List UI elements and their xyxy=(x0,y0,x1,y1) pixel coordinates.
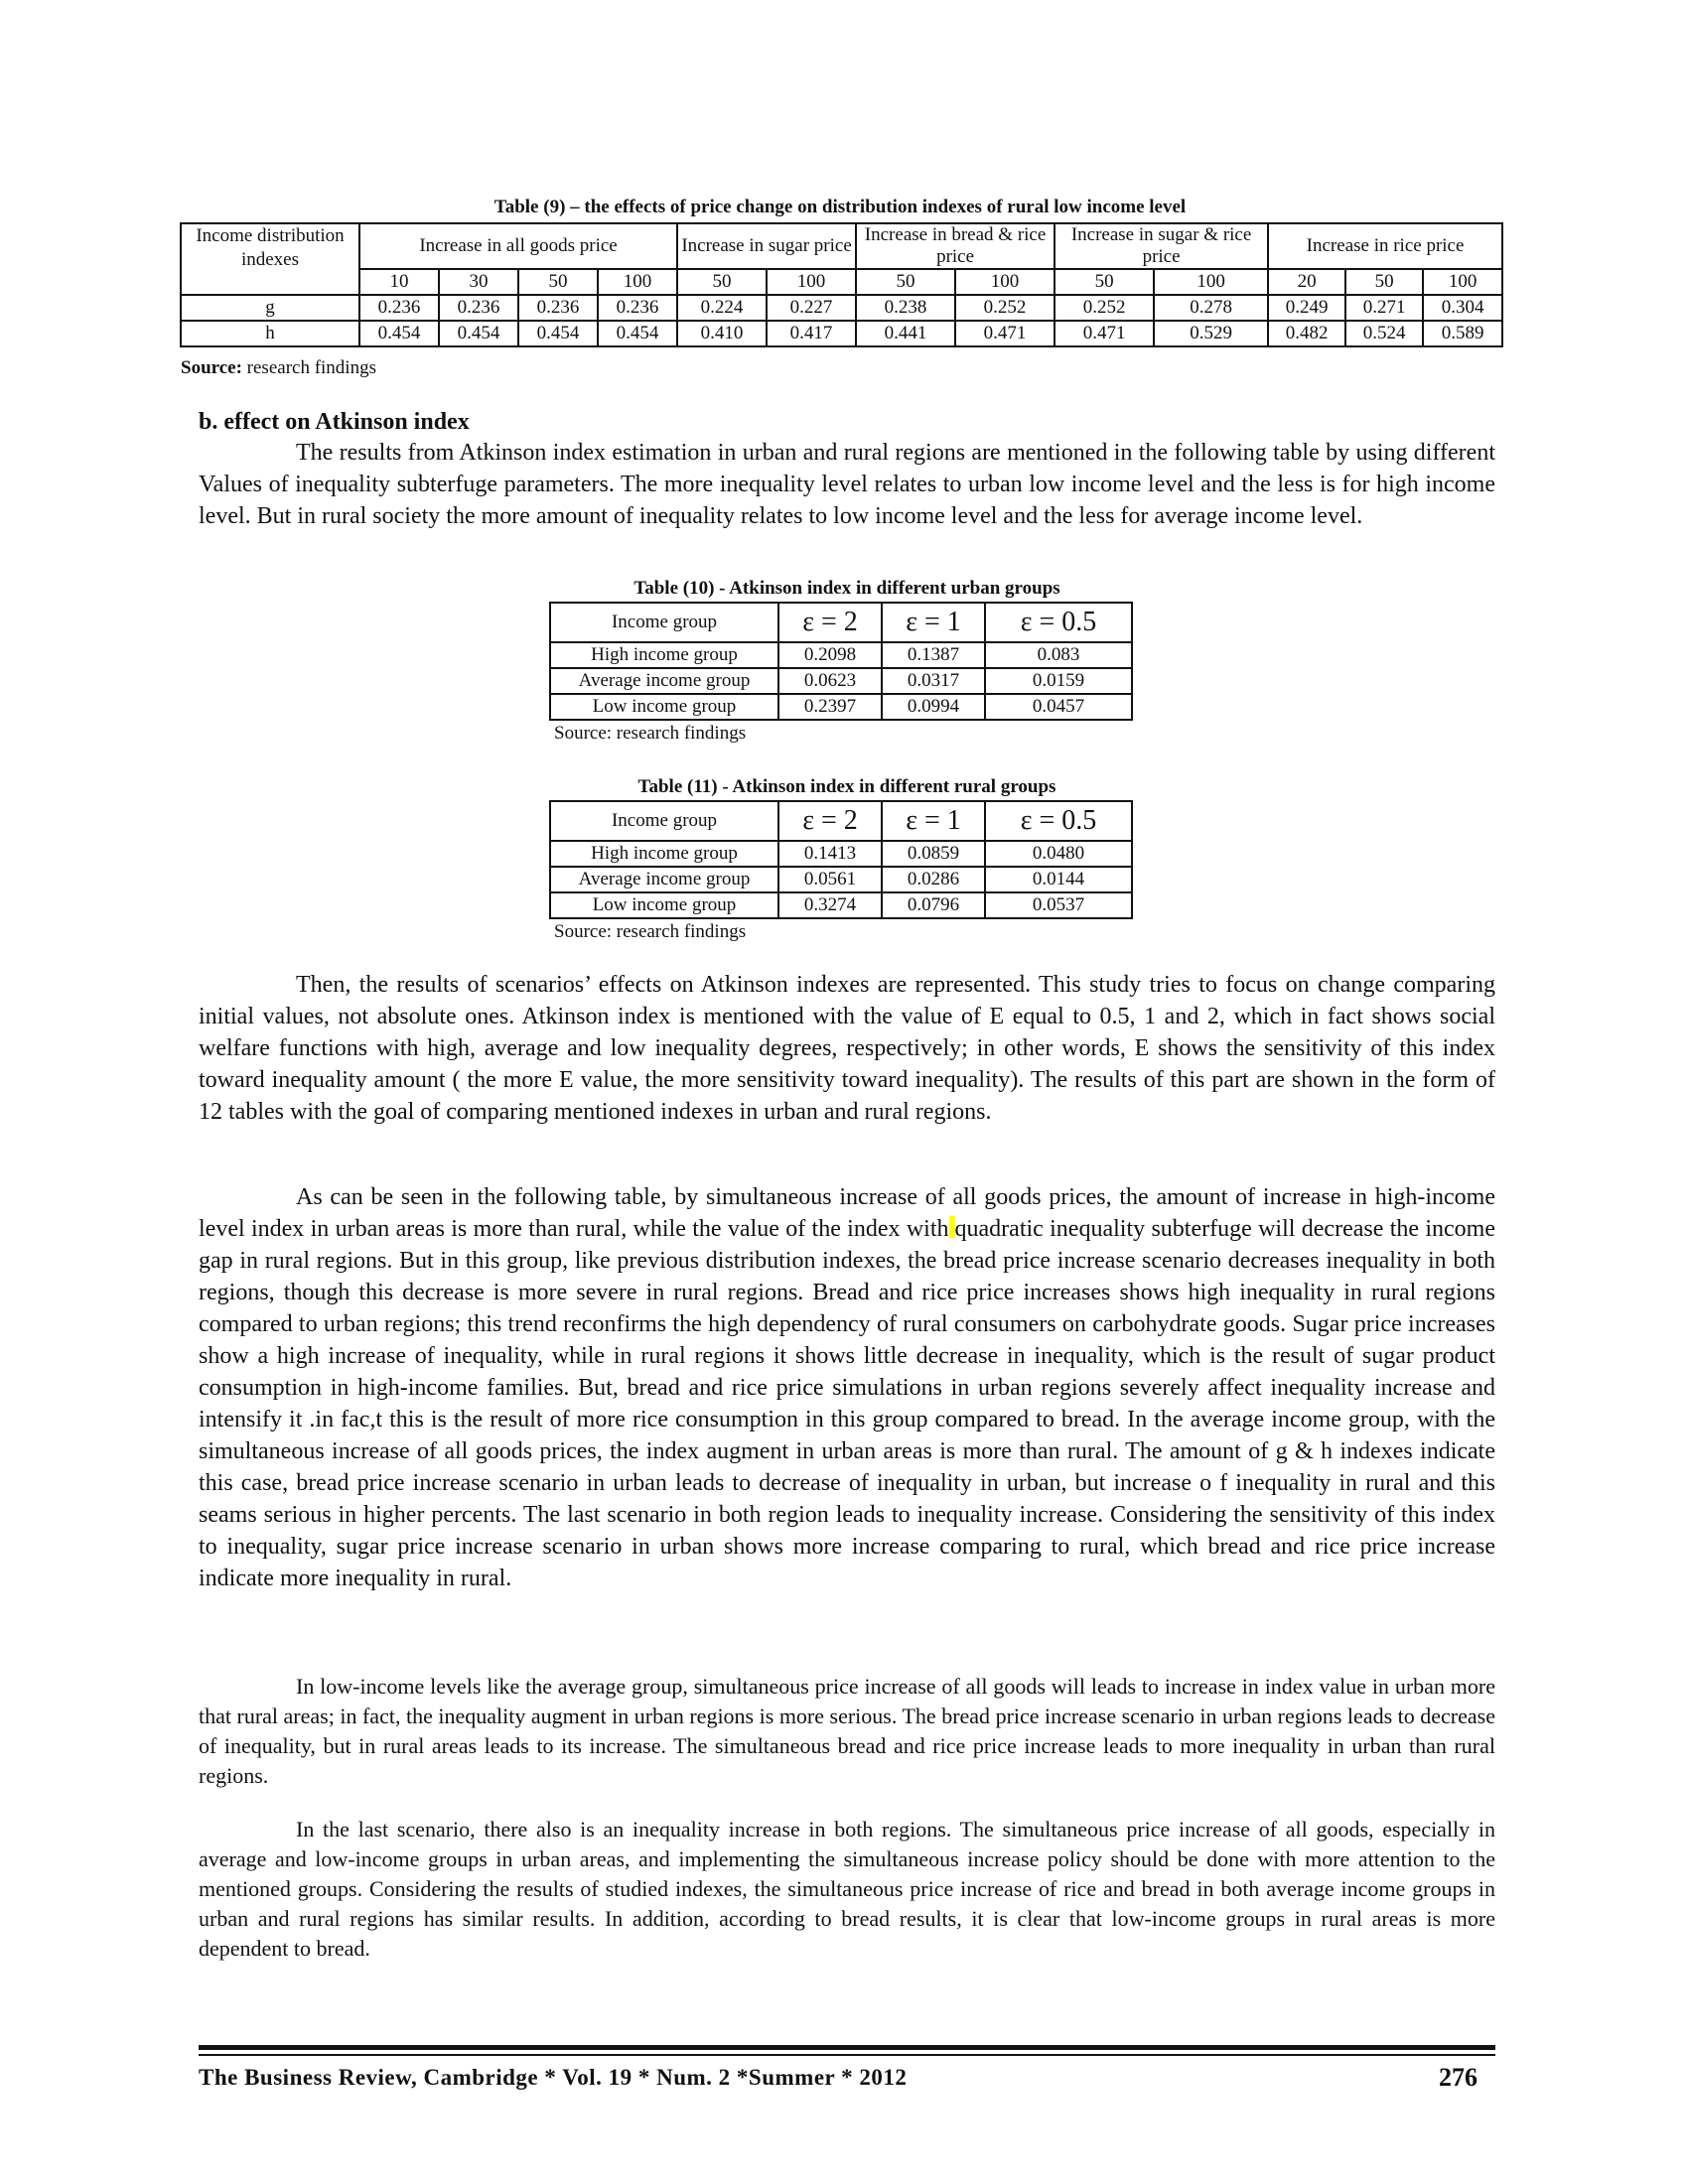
table9-cell: 0.524 xyxy=(1345,321,1423,346)
table9-subheader: 50 xyxy=(856,269,955,295)
table9-subheader-row xyxy=(181,269,1502,295)
table9-group-header: Increase in bread & rice price xyxy=(856,223,1055,269)
table9-row-label: h xyxy=(181,321,359,346)
table9-row-g xyxy=(181,295,1502,321)
table9-cell: 0.236 xyxy=(359,295,439,321)
table9-income-header: Income distribution indexes xyxy=(181,223,359,295)
table10-cell: 0.0457 xyxy=(985,694,1132,720)
table9-cell: 0.410 xyxy=(677,321,767,346)
table11-cell: 0.0561 xyxy=(778,867,882,892)
table9-caption: Table (9) – the effects of price change on distribution indexes of rural low income level xyxy=(493,197,1187,217)
table9-row-label: g xyxy=(181,295,359,321)
paragraph-2-text: Then, the results of scenarios’ effects on Atkinson indexes are represented. This study tries to focus on change comparing initial values, not absolute ones. Atkinson index is mentioned with the value of E equal to 0.5, 1 and 2, which in fact shows social welfare functions with high, average and low inequality degrees, respectively; in other words, E shows the sensitivity of this index toward inequality amount ( the more E value, the more sensitivity toward inequality). The results of this part are shown in the form of 12 tables with the goal of comparing mentioned indexes in urban and rural regions. xyxy=(199,972,1495,1125)
table11-header-row xyxy=(550,801,1132,841)
paragraph-4-text: In low-income levels like the average group, simultaneous price increase of all goods will leads to increase in index value in urban more that rural areas; in fact, the inequality augment in urban regions is more serious. The bread price increase scenario in urban regions leads to decrease of inequality, but in rural areas leads to its increase. The simultaneous bread and rice price increase leads to more inequality in urban than rural regions. xyxy=(199,1674,1495,1788)
table9-source-text: research findings xyxy=(241,357,376,378)
table9-cell: 0.249 xyxy=(1268,295,1345,321)
table10-source: Source: research findings xyxy=(554,723,747,744)
table11-cell: 0.0537 xyxy=(985,892,1132,918)
table9-cell: 0.454 xyxy=(598,321,677,346)
table9-row-h xyxy=(181,321,1502,346)
table9-subheader: 30 xyxy=(439,269,518,295)
table9-cell: 0.252 xyxy=(955,295,1055,321)
table9-subheader: 20 xyxy=(1268,269,1345,295)
table9-cell: 0.441 xyxy=(856,321,955,346)
table10-row xyxy=(550,694,1132,720)
table9-cell: 0.589 xyxy=(1423,321,1502,346)
table11-cell: 0.0859 xyxy=(882,841,985,867)
table10-cell: 0.0159 xyxy=(985,668,1132,694)
table11-cell: 0.0480 xyxy=(985,841,1132,867)
table10-row xyxy=(550,668,1132,694)
table9-subheader: 50 xyxy=(518,269,598,295)
paragraph-3-text: As can be seen in the following table, by simultaneous increase of all goods prices, the amount of increase in high-income level index in urban areas is more than rural, while the value of the index with xyxy=(199,1184,1495,1242)
table9-cell: 0.236 xyxy=(518,295,598,321)
table10-caption: Table (10) - Atkinson index in different urban groups xyxy=(633,578,1060,599)
table9-cell: 0.454 xyxy=(359,321,439,346)
table10-cell: High income group xyxy=(550,642,778,668)
table10-row xyxy=(550,642,1132,668)
table10-cell: 0.0317 xyxy=(882,668,985,694)
table9-cell: 0.224 xyxy=(677,295,767,321)
table9-subheader: 100 xyxy=(598,269,677,295)
table9-cell: 0.238 xyxy=(856,295,955,321)
table9-cell: 0.271 xyxy=(1345,295,1423,321)
table10-epsilon-header: ε = 0.5 xyxy=(985,603,1132,642)
table11-cell: 0.3274 xyxy=(778,892,882,918)
paragraph-4 xyxy=(199,1672,1495,1791)
page-number: 276 xyxy=(1439,2063,1477,2092)
table10-cell: Low income group xyxy=(550,694,778,720)
table9-cell: 0.454 xyxy=(439,321,518,346)
paragraph-5-text: In the last scenario, there also is an inequality increase in both regions. The simultaneous price increase of all goods, especially in average and low-income groups in urban areas, and implementing the simultaneous increase policy should be done with more attention to the mentioned groups. Considering the results of studied indexes, the simultaneous price increase of rice and bread in both average income groups in urban and rural regions has similar results. In addition, according to bread results, it is clear that low-income groups in rural areas is more dependent to bread. xyxy=(199,1817,1495,1961)
table9-subheader: 50 xyxy=(1055,269,1154,295)
table10 xyxy=(549,602,1133,721)
table9-cell: 0.417 xyxy=(767,321,856,346)
table10-header-row xyxy=(550,603,1132,642)
table11-caption: Table (11) - Atkinson index in different rural groups xyxy=(637,776,1056,797)
table10-cell: 0.2397 xyxy=(778,694,882,720)
table9-group-header: Increase in sugar price xyxy=(677,223,856,269)
table11 xyxy=(549,800,1133,919)
table9-subheader: 10 xyxy=(359,269,439,295)
table10-epsilon-header: ε = 2 xyxy=(778,603,882,642)
paragraph-1 xyxy=(199,437,1495,532)
table9-subheader: 100 xyxy=(767,269,856,295)
table9-cell: 0.304 xyxy=(1423,295,1502,321)
table9 xyxy=(180,222,1503,347)
table10-cell: 0.1387 xyxy=(882,642,985,668)
table10-cell: 0.0994 xyxy=(882,694,985,720)
table9-group-header: Increase in all goods price xyxy=(359,223,677,269)
table9-cell: 0.236 xyxy=(598,295,677,321)
table11-cell: 0.1413 xyxy=(778,841,882,867)
table11-header: Income group xyxy=(550,801,778,841)
table10-header: Income group xyxy=(550,603,778,642)
table9-subheader: 100 xyxy=(1423,269,1502,295)
paragraph-2 xyxy=(199,969,1495,1128)
table10-cell: 0.0623 xyxy=(778,668,882,694)
table10-epsilon-header: ε = 1 xyxy=(882,603,985,642)
table11-epsilon-header: ε = 1 xyxy=(882,801,985,841)
table9-subheader: 100 xyxy=(1154,269,1268,295)
table11-row xyxy=(550,867,1132,892)
table11-row xyxy=(550,892,1132,918)
table9-source xyxy=(181,357,376,379)
table11-source: Source: research findings xyxy=(554,921,747,942)
table11-epsilon-header: ε = 2 xyxy=(778,801,882,841)
table9-cell: 0.278 xyxy=(1154,295,1268,321)
table11-epsilon-header: ε = 0.5 xyxy=(985,801,1132,841)
table9-cell: 0.236 xyxy=(439,295,518,321)
table9-subheader: 50 xyxy=(677,269,767,295)
table9-cell: 0.454 xyxy=(518,321,598,346)
table11-cell: 0.0796 xyxy=(882,892,985,918)
table11-cell: Average income group xyxy=(550,867,778,892)
paragraph-3-text-cont: quadratic inequality subterfuge will decrease the income gap in rural regions. But in this group, like previous distribution indexes, the bread price increase scenario decreases inequality in both regions, though this decrease is more severe in rural regions. Bread and rice price increases shows high inequality in rural regions compared to urban regions; this trend reconfirms the high dependency of rural consumers on carbohydrate goods. Sugar price increases show a high increase of inequality, while in rural regions it shows little decrease in inequality, which is the result of sugar product consumption in high-income families. But, bread and rice price simulations in urban regions severely affect inequality increase and intensify it .in fac,t this is the result of more rice consumption in this group compared to bread. In the average income group, with the simultaneous increase of all goods prices, the index augment in urban areas is more than rural. The amount of g & h indexes indicate this case, bread price increase scenario in urban leads to decrease of inequality in urban, but increase o f inequality in rural and this seams serious in higher percents. The last scenario in both region leads to inequality increase. Considering the sensitivity of this index to inequality, sugar price increase scenario in urban shows more increase comparing to rural, which bread and rice price increase indicate more inequality in rural. xyxy=(199,1216,1496,1591)
table11-cell: High income group xyxy=(550,841,778,867)
table11-cell: 0.0144 xyxy=(985,867,1132,892)
table9-cell: 0.529 xyxy=(1154,321,1268,346)
table9-group-header: Increase in rice price xyxy=(1268,223,1502,269)
paragraph-3 xyxy=(199,1181,1495,1594)
table9-cell: 0.227 xyxy=(767,295,856,321)
section-heading: b. effect on Atkinson index xyxy=(199,409,470,435)
table10-cell: 0.2098 xyxy=(778,642,882,668)
table9-subheader: 100 xyxy=(955,269,1055,295)
table9-group-header: Increase in sugar & rice price xyxy=(1055,223,1268,269)
table10-cell: 0.083 xyxy=(985,642,1132,668)
table9-source-label: Source: xyxy=(181,357,242,378)
table11-cell: 0.0286 xyxy=(882,867,985,892)
footer-journal: The Business Review, Cambridge * Vol. 19 * Num. 2 *Summer * 2012 xyxy=(199,2065,908,2090)
footer-rule-thin xyxy=(199,2054,1495,2056)
table9-cell: 0.482 xyxy=(1268,321,1345,346)
table9-cell: 0.471 xyxy=(955,321,1055,346)
table11-cell: Low income group xyxy=(550,892,778,918)
table9-cell: 0.252 xyxy=(1055,295,1154,321)
paragraph-5 xyxy=(199,1815,1495,1964)
table9-cell: 0.471 xyxy=(1055,321,1154,346)
table10-cell: Average income group xyxy=(550,668,778,694)
footer-rule xyxy=(199,2045,1495,2050)
paragraph-1-text: The results from Atkinson index estimation in urban and rural regions are mentioned in the following table by using different Values of inequality subterfuge parameters. The more inequality level relates to urban low income level and the less is for high income level. But in rural society the more amount of inequality relates to low income level and the less for average income level. xyxy=(199,440,1495,529)
table11-row xyxy=(550,841,1132,867)
table9-subheader: 50 xyxy=(1345,269,1423,295)
table9-header-row xyxy=(181,223,1502,269)
